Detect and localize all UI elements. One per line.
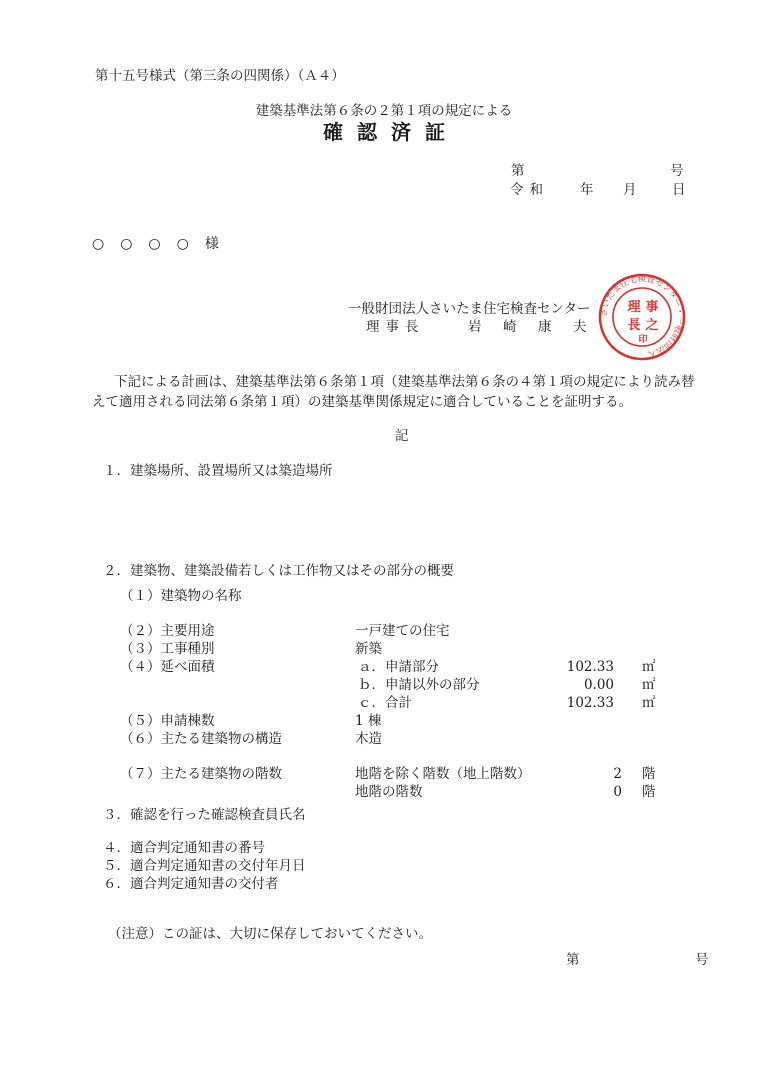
- sub-2-label: （２）主要用途: [120, 623, 215, 639]
- issuer-title: 理事長: [366, 319, 425, 335]
- number-suffix: 号: [670, 163, 684, 179]
- sub-3-label: （３）工事種別: [120, 641, 215, 657]
- floor-area-row-unit: ㎡: [642, 695, 656, 711]
- sub-5-label: （５）申請棟数: [120, 713, 215, 729]
- ki-mark: 記: [395, 428, 409, 444]
- floor-count-row-value: 0: [613, 784, 622, 800]
- floor-area-row-value: 0.00: [583, 677, 614, 693]
- sub-6-label: （６）主たる建築物の構造: [120, 731, 282, 747]
- floor-area-row-label: ｂ．申請以外の部分: [358, 677, 480, 693]
- floor-area-row-unit: ㎡: [642, 677, 656, 693]
- seal-char-2: 事: [645, 300, 659, 315]
- item-2-building-overview: ２．建築物、建築設備若しくは工作物又はその部分の概要: [103, 563, 454, 579]
- floor-area-row-label: ａ．申請部分: [358, 659, 439, 675]
- addressee: ○ ○ ○ ○ 様: [92, 236, 220, 252]
- item-4-notice-number: ４．適合判定通知書の番号: [103, 840, 265, 856]
- document-title: 確認済証: [323, 120, 459, 144]
- subtitle: 建築基準法第６条の２第１項の規定による: [255, 103, 513, 119]
- caution-note: （注意）この証は、大切に保存しておいてください。: [108, 926, 432, 942]
- floor-area-row-value: 102.33: [566, 659, 614, 675]
- floor-count-row-unit: 階: [642, 784, 656, 800]
- floor-count-row-value: 2: [613, 766, 622, 782]
- floor-count-row-unit: 階: [642, 766, 656, 782]
- date-month: 月: [623, 182, 637, 198]
- seal-char-1: 理: [627, 300, 641, 315]
- issuer-name: 岩 崎 康 夫: [468, 319, 591, 335]
- certificate-statement: 下記による計画は、建築基準法第６条第１項（建築基準法第６条の４第１項の規定により読み替えて適用される同法第６条第１項）の建築基準関係規定に適合していることを証明する。: [92, 374, 695, 410]
- sub-5-value: 1 棟: [355, 713, 382, 729]
- seal-char-4: 之: [645, 318, 659, 333]
- date-year: 年: [580, 182, 594, 198]
- number-prefix: 第: [511, 163, 525, 179]
- seal-char-3: 長: [627, 318, 641, 333]
- floor-area-row-unit: ㎡: [642, 659, 656, 675]
- item-1-building-location: １．建築場所、設置場所又は築造場所: [103, 463, 333, 479]
- sub-2-value: 一戸建ての住宅: [355, 623, 450, 639]
- sub-1-building-name: （１）建築物の名称: [120, 588, 242, 604]
- item-6-notice-issuer: ６．適合判定通知書の交付者: [103, 876, 279, 892]
- seal-ring-text: さいたま住宅検査センター・一般財団法人: [599, 274, 685, 360]
- floor-area-row-label: ｃ．合計: [358, 695, 412, 711]
- seal-char-5: 印: [638, 335, 648, 345]
- item-3-inspector-name: ３．確認を行った確認検査員氏名: [103, 807, 306, 823]
- floor-area-row-value: 102.33: [566, 695, 614, 711]
- sub-4-label: （４）延べ面積: [120, 659, 215, 675]
- floor-count-row-label: 地階を除く階数（地上階数）: [355, 766, 531, 782]
- floor-count-row-label: 地階の階数: [355, 784, 423, 800]
- official-seal: [597, 272, 687, 362]
- sub-7-label: （７）主たる建築物の階数: [120, 766, 282, 782]
- form-number: 第十五号様式（第三条の四関係）（Ａ４）: [95, 68, 345, 84]
- sub-6-value: 木造: [355, 731, 382, 747]
- footer-number-prefix: 第: [566, 952, 580, 968]
- date-day: 日: [672, 182, 686, 198]
- footer-number-suffix: 号: [695, 952, 709, 968]
- sub-3-value: 新築: [355, 641, 382, 657]
- date-era: 令和: [510, 182, 549, 198]
- item-5-notice-date: ５．適合判定通知書の交付年月日: [103, 858, 306, 874]
- issuer-organization: 一般財団法人さいたま住宅検査センター: [348, 301, 591, 317]
